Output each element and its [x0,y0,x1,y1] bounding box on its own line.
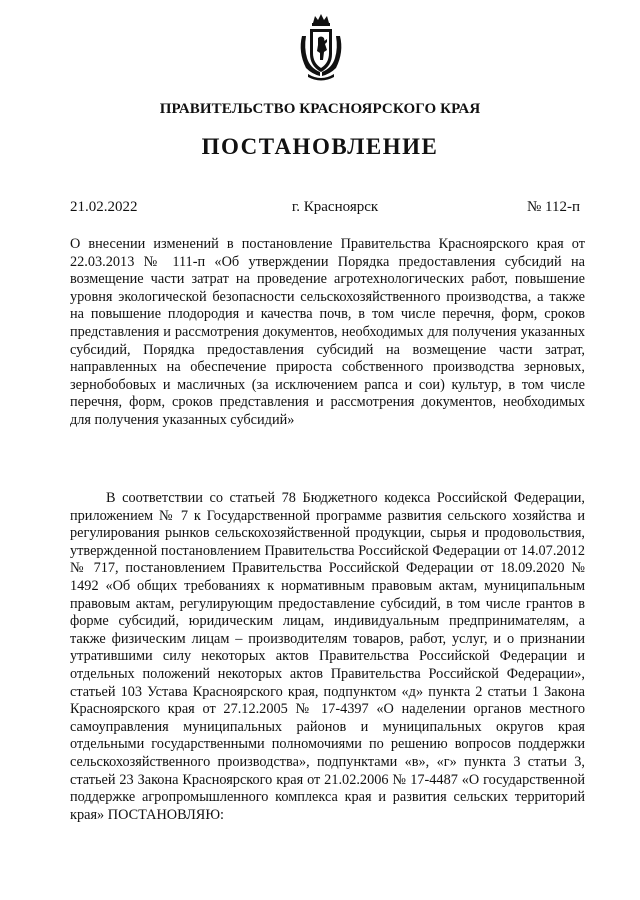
government-title: ПРАВИТЕЛЬСТВО КРАСНОЯРСКОГО КРАЯ [159,101,481,117]
document-preamble: В соответствии со статьей 78 Бюджетного кодекса Российской Федерации, приложением № 7 к Государственной программе развития сельского хозяйства и регулирования рынков сельскохозяйственной продукции, сырья и продовольствия, утвержденной постановлением Правительства Российской Федерации от 14.07.2012 № 717, постановлением Правительства Российской Федерации от 18.09.2020 № 1492 «Об общих требованиях к нормативным правовым актам, муниципальным правовым актам, регулирующим предоставление субсидий, в том числе грантов в форме субсидий, юридическим лицам, индивидуальным предпринимателям, а также физическим лицам – производителям товаров, работ, услуг, и о признании утратившими силу некоторых актов Правительства Российской Федерации и отдельных положений некоторых актов Правительства Российской Федерации», статьей 103 Устава Красноярского края, подпунктом «д» пункта 2 статьи 1 Закона Красноярского края от 27.12.2005 № 17-4397 «О наделении органов местного самоуправления муниципальных районов и муниципальных округов края отдельными государственными полномочиями по решению вопросов поддержки сельскохозяйственного производства», подпунктами «в», «г» пункта 3 статьи 3, статьей 23 Закона Красноярского края от 21.02.2006 № 17-4487 «О государственной поддержке агропромышленного комплекса края и развития сельских территорий края» ПОСТАНОВЛЯЮ: [70,490,585,823]
document-city: г. Красноярск [291,199,379,215]
document-number: № 112-п [526,199,580,215]
document-date: 21.02.2022 [70,199,138,215]
document-type-title: ПОСТАНОВЛЕНИЕ [201,134,439,159]
document-subject: О внесении изменений в постановление Правительства Красноярского края от 22.03.2013 № 111-п «Об утверждении Порядка предоставления субсидий на возмещение части затрат на проведение агротехнологических работ, повышение уровня экологической безопасности сельскохозяйственного производства, а также на повышение плодородия и качества почв, в том числе перечня, форм, сроков представления и рассмотрения документов, необходимых для получения указанных субсидий, Порядка предоставления субсидий на возмещение части затрат, направленных на обеспечение прироста собственного производства зерновых, зернобобовых и масличных (за исключением рапса и сои) культур, в том числе перечня, форм, сроков представления и рассмотрения документов, необходимых для получения указанных субсидий» [70,236,585,428]
coat-of-arms-icon [296,12,346,82]
